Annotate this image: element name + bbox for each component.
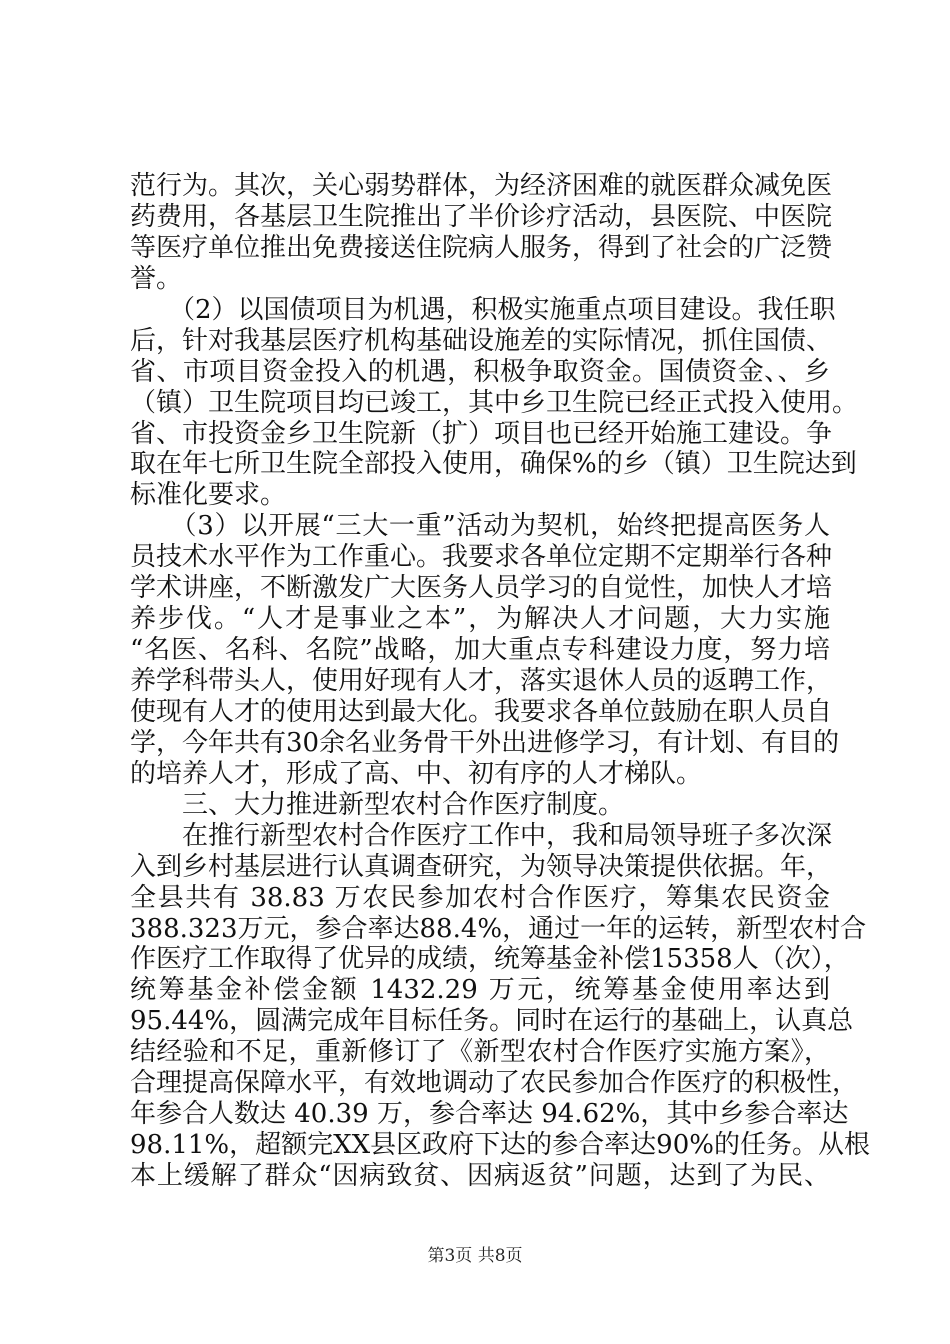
- page-footer: 第3页 共8页: [427, 1246, 523, 1266]
- text-line: 合理提高保障水平，有效地调动了农民参加合作医疗的积极性，: [130, 1068, 859, 1099]
- text-line: 使现有人才的使用达到最大化。我要求各单位鼓励在职人员自: [130, 696, 833, 727]
- text-line: 入到乡村基层进行认真调查研究，为领导决策提供依据。年，: [130, 851, 833, 882]
- text-line: 省、市项目资金投入的机遇，积极争取资金。国债资金、、乡: [130, 356, 830, 387]
- text-line: 养步伐。“人才是事业之本”，为解决人才问题，大力实施: [130, 604, 830, 635]
- text-line: 范行为。其次，关心弱势群体，为经济困难的就医群众减免医: [130, 171, 833, 201]
- text-line: 学，今年共有30余名业务骨干外出进修学习，有计划、有目的: [130, 727, 840, 758]
- text-line: 誉。: [130, 263, 183, 294]
- text-line: 98.11%，超额完XX县区政府下达的参合率达90%的任务。从根: [130, 1130, 870, 1161]
- text-line: 养学科带头人，使用好现有人才，落实退休人员的返聘工作，: [130, 666, 833, 696]
- text-line: 全县共有 38.83 万农民参加农村合作医疗，筹集农民资金: [130, 882, 830, 913]
- text-line: （3）以开展“三大一重”活动为契机，始终把提高医务人: [130, 511, 830, 542]
- text-line: 等医疗单位推出免费接送住院病人服务，得到了社会的广泛赞: [130, 232, 833, 263]
- text-line: 学术讲座，不断激发广大医务人员学习的自觉性，加快人才培: [130, 573, 833, 604]
- text-line: 388.323万元，参合率达88.4%，通过一年的运转，新型农村合: [130, 913, 867, 944]
- text-line: “名医、名科、名院”战略，加大重点专科建设力度，努力培: [130, 635, 830, 666]
- text-line: 药费用，各基层卫生院推出了半价诊疗活动，县医院、中医院: [130, 201, 833, 232]
- text-line: 年参合人数达 40.39 万，参合率达 94.62%，其中乡参合率达: [130, 1099, 849, 1130]
- text-line: 统筹基金补偿金额 1432.29 万元，统筹基金使用率达到: [130, 975, 830, 1006]
- text-line: 在推行新型农村合作医疗工作中，我和局领导班子多次深: [130, 820, 833, 851]
- text-line: 员技术水平作为工作重心。我要求各单位定期不定期举行各种: [130, 542, 833, 573]
- document-body: [130, 171, 870, 1192]
- text-line: 本上缓解了群众“因病致贫、因病返贫”问题，达到了为民、: [130, 1161, 830, 1191]
- text-line: 95.44%，圆满完成年目标任务。同时在运行的基础上，认真总: [130, 1006, 854, 1037]
- text-line: 的培养人才，形成了高、中、初有序的人才梯队。: [130, 758, 703, 789]
- text-line: 取在年七所卫生院全部投入使用，确保%的乡（镇）卫生院达到: [130, 449, 857, 480]
- section-heading: 三、大力推进新型农村合作医疗制度。: [130, 789, 625, 820]
- text-line: 作医疗工作取得了优异的成绩，统筹基金补偿15358人（次），: [130, 944, 850, 975]
- text-line: 标准化要求。: [130, 480, 287, 511]
- text-line: （2）以国债项目为机遇，积极实施重点项目建设。我任职: [130, 294, 836, 325]
- text-line: 结经验和不足，重新修订了《新型农村合作医疗实施方案》，: [130, 1037, 830, 1068]
- text-line: 省、市投资金乡卫生院新（扩）项目也已经开始施工建设。争: [130, 418, 833, 449]
- text-line: 后，针对我基层医疗机构基础设施差的实际情况，抓住国债、: [130, 325, 833, 356]
- text-line: （镇）卫生院项目均已竣工，其中乡卫生院已经正式投入使用。: [130, 387, 859, 418]
